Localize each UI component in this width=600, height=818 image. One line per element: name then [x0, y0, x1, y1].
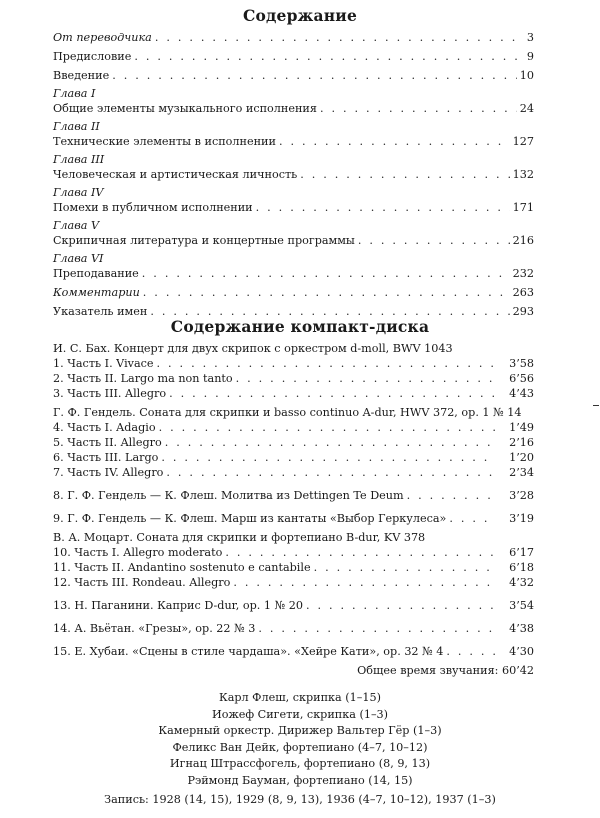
track-row [53, 644, 534, 659]
chapter-label: Глава III [53, 153, 105, 166]
work-heading: И. С. Бах. Концерт для двух скрипок с оркестром d-moll, BWV 1043 [53, 342, 453, 355]
leader-dots [143, 285, 510, 300]
track-time: 3’54 [509, 599, 534, 612]
toc-entry [53, 49, 534, 64]
toc-entry [53, 233, 534, 248]
track-row [53, 356, 534, 371]
track-time: 6’17 [509, 546, 534, 559]
track-time: 6’18 [509, 561, 534, 574]
cd-title: Содержание компакт-диска [170, 317, 430, 336]
track-row [53, 420, 534, 435]
toc-entry-page: 127 [512, 135, 534, 148]
track-label: 7. Часть IV. Allegro [53, 466, 164, 479]
track-time: 3’58 [509, 357, 534, 370]
track-row [53, 621, 534, 636]
toc-entry [53, 167, 534, 182]
toc-entry-page: 263 [512, 286, 534, 299]
track-time: 4’32 [509, 576, 534, 589]
chapter-label: Глава VI [53, 252, 104, 265]
track-time: 4’30 [509, 645, 534, 658]
leader-dots [157, 356, 495, 371]
track-label: 14. А. Вьётан. «Грезы», op. 22 № 3 [53, 622, 256, 635]
toc-title: Содержание [242, 6, 358, 25]
track-row [53, 598, 534, 613]
track-label: 1. Часть I. Vivace [53, 357, 154, 370]
track-row [53, 488, 534, 503]
track-row [53, 575, 534, 590]
toc-entry [53, 30, 534, 45]
leader-dots [446, 644, 495, 659]
leader-dots [258, 621, 495, 636]
track-label: 8. Г. Ф. Гендель — К. Флеш. Молитва из Dettingen Te Deum [53, 489, 404, 502]
toc-entry [53, 68, 534, 83]
toc-entry-page: 171 [512, 201, 534, 214]
leader-dots [449, 511, 495, 526]
toc-entry [53, 285, 534, 300]
leader-dots [161, 450, 495, 465]
track-time: 2’34 [509, 466, 534, 479]
track-time: 2’16 [509, 436, 534, 449]
toc-entry-label: Человеческая и артистическая личность [53, 168, 298, 181]
track-label: 5. Часть II. Allegro [53, 436, 162, 449]
track-label: 4. Часть I. Adagio [53, 421, 156, 434]
toc-entry-page: 293 [512, 305, 534, 318]
track-time: 6’56 [509, 372, 534, 385]
credit-line: Рэймонд Бауман, фортепиано (14, 15) [187, 773, 413, 787]
toc-entry-label: Комментарии [53, 286, 140, 299]
work-heading: Г. Ф. Гендель. Соната для скрипки и basso continuo A-dur, HWV 372, op. 1 № 14 [53, 406, 522, 419]
track-row [53, 371, 534, 386]
track-row [53, 560, 534, 575]
recording-dates: Запись: 1928 (14, 15), 1929 (8, 9, 13), 1936 (4–7, 10–12), 1937 (1–3) [104, 793, 496, 806]
leader-dots [155, 30, 524, 45]
toc-entry-label: От переводчика [53, 31, 152, 44]
track-time: 1’49 [509, 421, 534, 434]
track-time: 3’19 [509, 512, 534, 525]
leader-dots [314, 560, 495, 575]
track-label: 3. Часть III. Allegro [53, 387, 167, 400]
track-row [53, 386, 534, 401]
leader-dots [166, 465, 495, 480]
toc-entry-label: Помехи в публичном исполнении [53, 201, 253, 214]
credit-line: Карл Флеш, скрипка (1–15) [219, 691, 381, 704]
track-row [53, 511, 534, 526]
toc-entry-page: 9 [526, 50, 534, 63]
track-row [53, 465, 534, 480]
track-time: 4’43 [509, 387, 534, 400]
leader-dots [233, 575, 495, 590]
track-label: 11. Часть II. Andantino sostenuto e cantabile [53, 561, 311, 574]
toc-entry [53, 134, 534, 149]
toc-list [53, 30, 534, 319]
leader-dots [407, 488, 495, 503]
toc-entry-page: 216 [512, 234, 534, 247]
track-label: 9. Г. Ф. Гендель — К. Флеш. Марш из кантаты «Выбор Геркулеса» [53, 512, 447, 525]
toc-entry-page: 132 [512, 168, 534, 181]
leader-dots [300, 167, 509, 182]
leader-dots [358, 233, 510, 248]
credit-line: Игнац Штрассфогель, фортепиано (8, 9, 13) [169, 757, 431, 771]
leader-dots [142, 266, 510, 281]
toc-entry-page: 3 [526, 31, 534, 44]
leader-dots [279, 134, 510, 149]
toc-entry-label: Указатель имен [53, 305, 148, 318]
track-label: 13. Н. Паганини. Каприс D-dur, op. 1 № 20 [53, 599, 303, 612]
leader-dots [169, 386, 495, 401]
track-time: 1’20 [509, 451, 534, 464]
leader-dots [159, 420, 495, 435]
credit-line: Иожеф Сигети, скрипка (1–3) [211, 707, 389, 721]
chapter-label: Глава IV [53, 186, 104, 199]
chapter-label: Глава V [53, 219, 100, 232]
track-row [53, 450, 534, 465]
track-label: 10. Часть I. Allegro moderato [53, 546, 223, 559]
cd-track-list [53, 341, 534, 678]
leader-dots [225, 545, 495, 560]
toc-entry [53, 266, 534, 281]
track-label: 12. Часть III. Rondeau. Allegro [53, 576, 231, 589]
chapter-label: Глава I [53, 87, 96, 100]
leader-dots [256, 200, 510, 215]
toc-entry-label: Технические элементы в исполнении [53, 135, 276, 148]
total-duration: Общее время звучания: 60’42 [357, 664, 534, 677]
toc-entry-label: Преподавание [53, 267, 139, 280]
performer-credits [0, 690, 600, 790]
leader-dots [306, 598, 495, 613]
toc-entry-label: Введение [53, 69, 110, 82]
track-label: 2. Часть II. Largo ma non tanto [53, 372, 233, 385]
leader-dots [165, 435, 495, 450]
track-row [53, 435, 534, 450]
toc-entry-label: Предисловие [53, 50, 132, 63]
track-row [53, 545, 534, 560]
leader-dots [112, 68, 517, 83]
leader-dots [320, 101, 517, 116]
track-label: 6. Часть III. Largo [53, 451, 159, 464]
toc-entry-page: 232 [512, 267, 534, 280]
toc-entry [53, 200, 534, 215]
work-heading: В. А. Моцарт. Соната для скрипки и фортепиано B-dur, KV 378 [53, 531, 426, 544]
track-label: 15. Е. Хубаи. «Сцены в стиле чардаша». «Хейре Кати», op. 32 № 4 [53, 645, 444, 658]
margin-mark [593, 405, 599, 406]
toc-entry-label: Скрипичная литература и концертные программы [53, 234, 355, 247]
track-time: 4’38 [509, 622, 534, 635]
chapter-label: Глава II [53, 120, 100, 133]
track-time: 3’28 [509, 489, 534, 502]
credit-line: Камерный оркестр. Дирижер Вальтер Гёр (1–3) [158, 724, 442, 738]
toc-entry-page: 24 [519, 102, 534, 115]
toc-entry-label: Общие элементы музыкального исполнения [53, 102, 317, 115]
toc-entry [53, 101, 534, 116]
credit-line: Феликс Ван Дейк, фортепиано (4–7, 10–12) [172, 740, 428, 754]
leader-dots [134, 49, 524, 64]
toc-entry-page: 10 [519, 69, 534, 82]
leader-dots [236, 371, 495, 386]
